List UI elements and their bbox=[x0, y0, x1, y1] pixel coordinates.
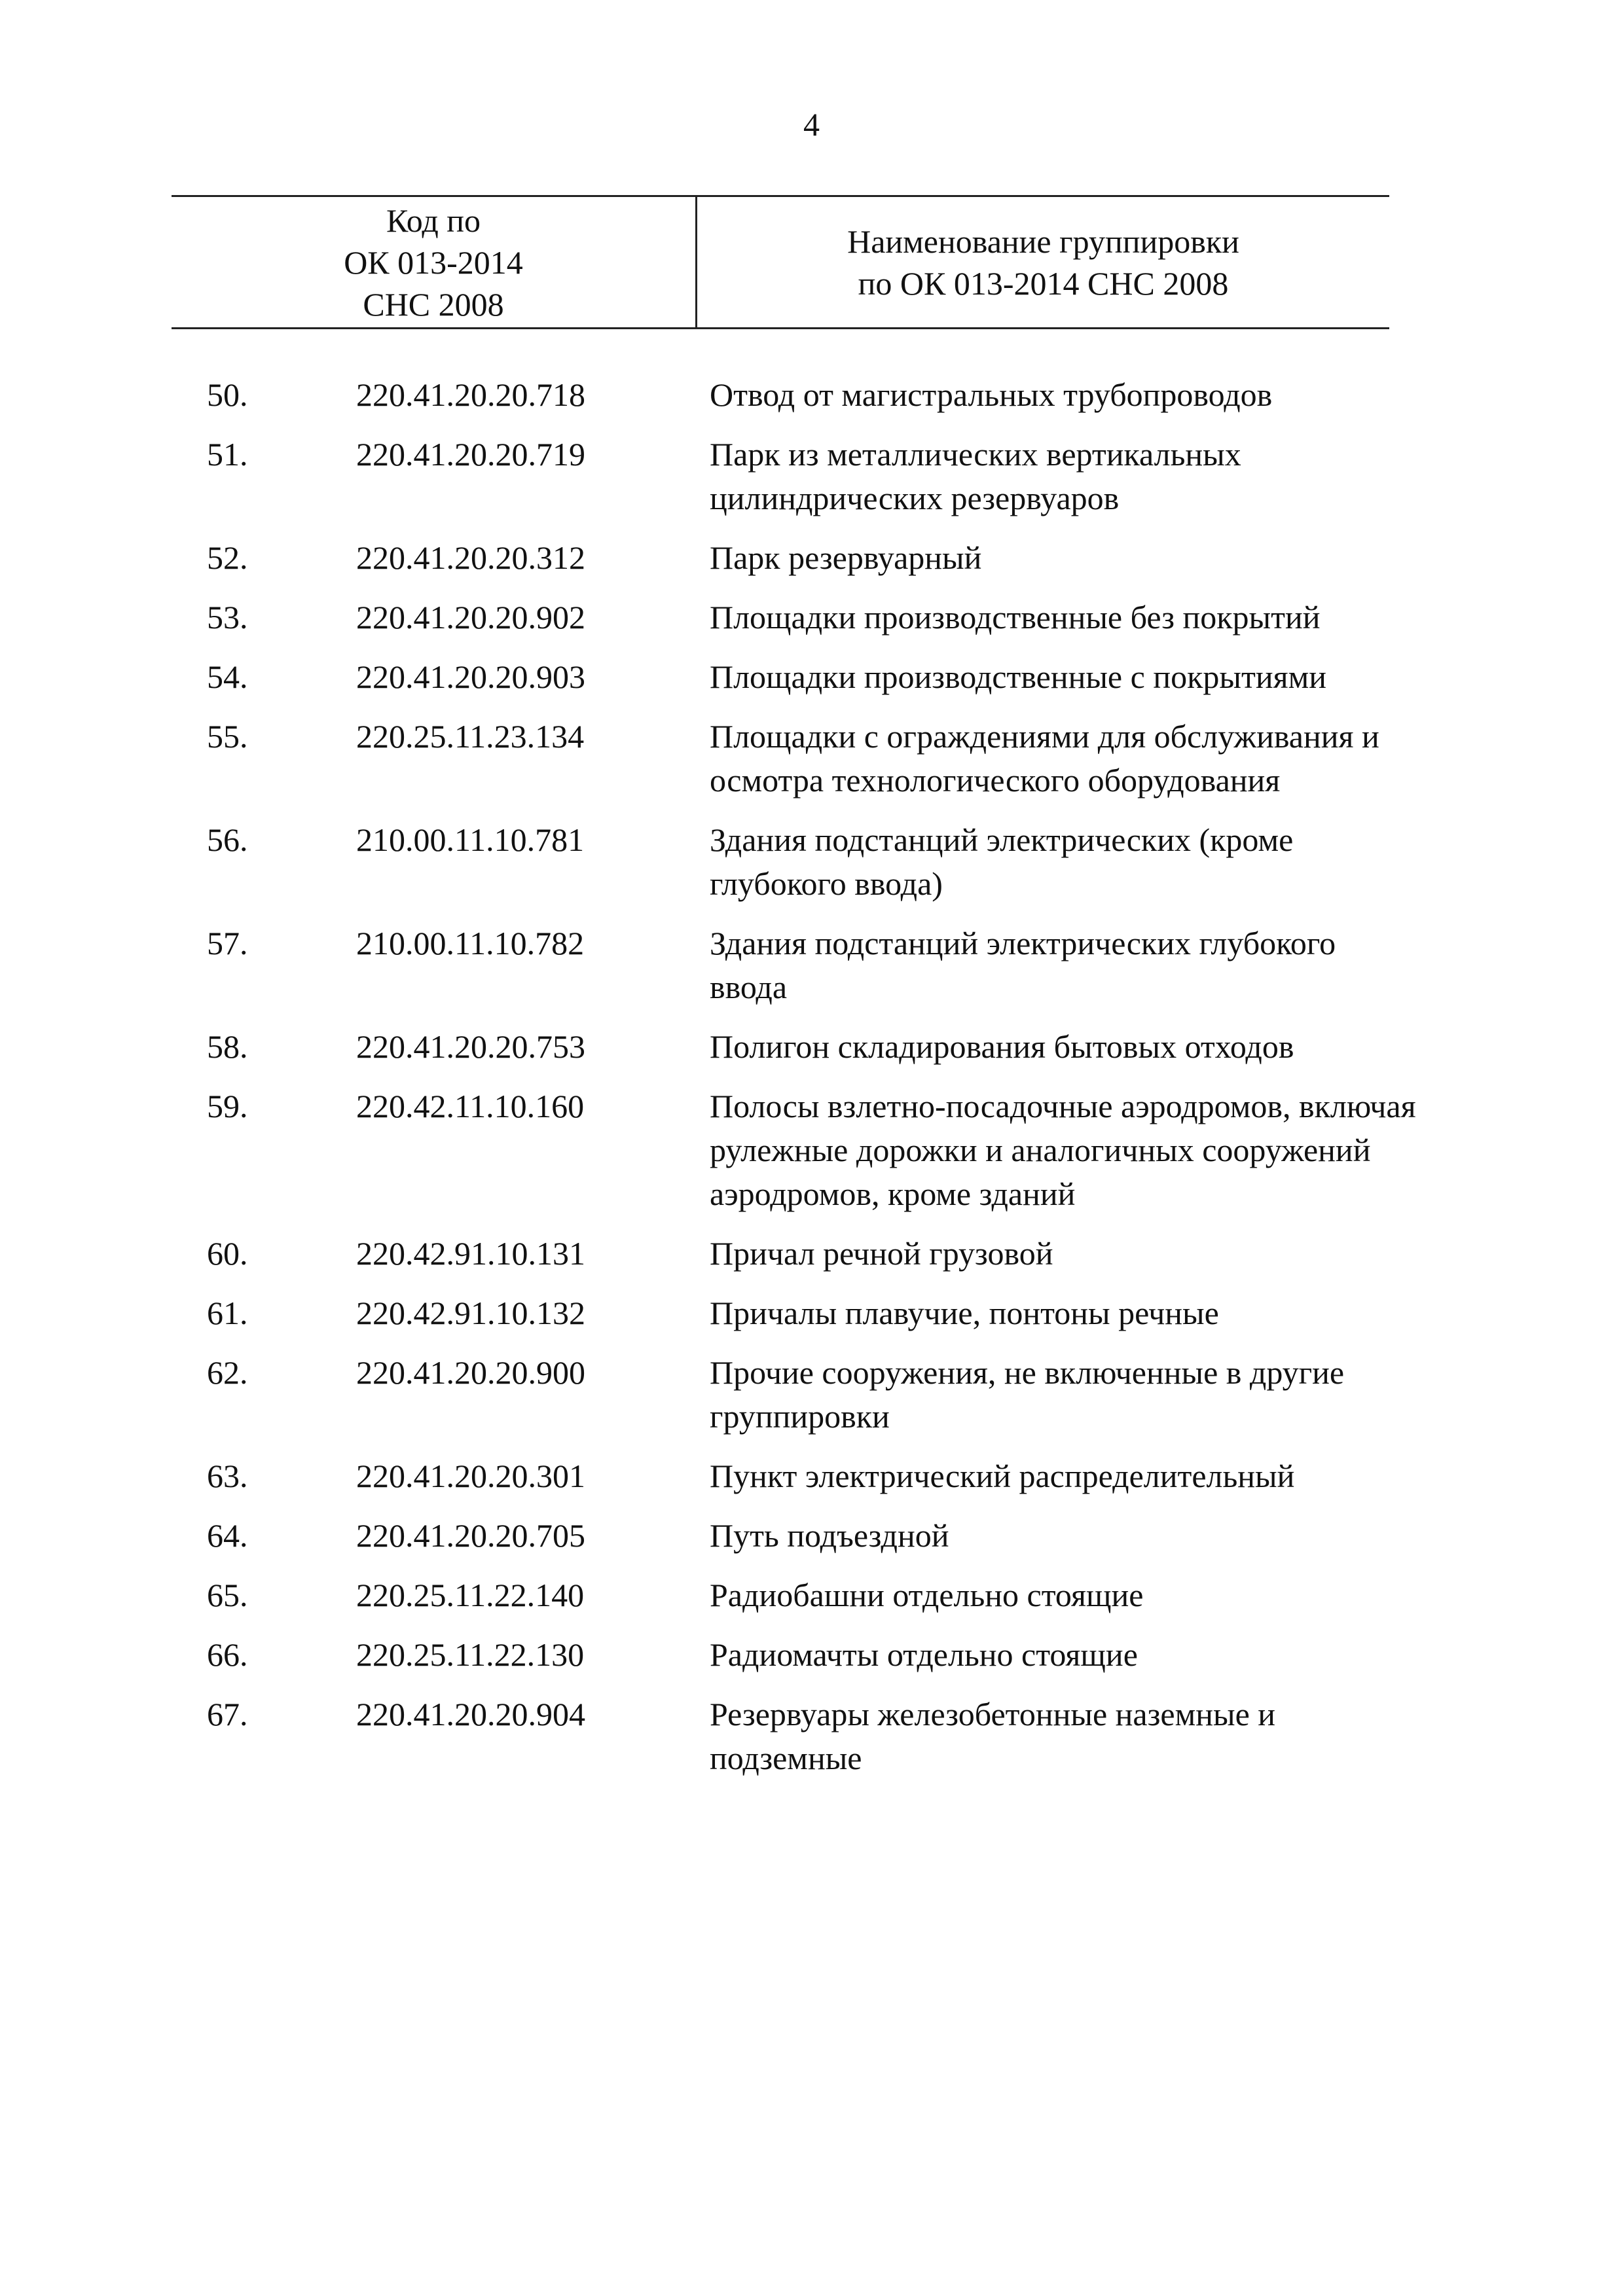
row-number: 66. bbox=[207, 1636, 248, 1673]
row-code: 220.41.20.20.900 bbox=[356, 1354, 585, 1391]
table-row bbox=[0, 1454, 1623, 1498]
table-row bbox=[0, 818, 1623, 906]
table-row bbox=[0, 1693, 1623, 1780]
row-code: 220.41.20.20.705 bbox=[356, 1517, 585, 1554]
row-code: 210.00.11.10.781 bbox=[356, 821, 585, 858]
row-number: 56. bbox=[207, 821, 248, 858]
table-row bbox=[0, 433, 1623, 520]
row-number: 53. bbox=[207, 599, 248, 636]
table-row bbox=[0, 1351, 1623, 1439]
row-number: 52. bbox=[207, 539, 248, 576]
table-row bbox=[0, 1232, 1623, 1276]
row-code: 220.25.11.22.130 bbox=[356, 1636, 585, 1673]
row-name: Причал речной грузовой bbox=[710, 1235, 1053, 1272]
row-name: Путь подъездной bbox=[710, 1517, 949, 1554]
table-top-rule bbox=[172, 195, 1389, 197]
row-code: 220.25.11.22.140 bbox=[356, 1577, 585, 1613]
row-name: Резервуары железобетонные наземные и подземные bbox=[710, 1696, 1276, 1776]
row-name: Радиобашни отдельно стоящие bbox=[710, 1577, 1144, 1613]
row-code: 220.41.20.20.719 bbox=[356, 436, 585, 473]
row-name: Площадки производственные с покрытиями bbox=[710, 658, 1326, 695]
row-name: Полигон складирования бытовых отходов bbox=[710, 1028, 1294, 1065]
table-row bbox=[0, 1025, 1623, 1069]
row-name: Площадки производственные без покрытий bbox=[710, 599, 1321, 636]
row-code: 220.41.20.20.312 bbox=[356, 539, 585, 576]
header-name-line: Наименование группировки bbox=[847, 223, 1239, 260]
header-name-line: по ОК 013-2014 СНС 2008 bbox=[858, 265, 1229, 302]
table-row bbox=[0, 373, 1623, 417]
table-row bbox=[0, 536, 1623, 580]
row-name: Парк из металлических вертикальных цилиндрических резервуаров bbox=[710, 436, 1241, 516]
row-name: Здания подстанций электрических (кроме глубокого ввода) bbox=[710, 821, 1294, 902]
table-row bbox=[0, 1085, 1623, 1216]
table-body bbox=[0, 373, 1623, 1796]
row-number: 57. bbox=[207, 925, 248, 961]
row-number: 67. bbox=[207, 1696, 248, 1732]
table-row bbox=[0, 1633, 1623, 1677]
table-row bbox=[0, 1573, 1623, 1617]
table-row bbox=[0, 1514, 1623, 1558]
table-row bbox=[0, 922, 1623, 1009]
row-number: 60. bbox=[207, 1235, 248, 1272]
row-number: 51. bbox=[207, 436, 248, 473]
row-name: Радиомачты отдельно стоящие bbox=[710, 1636, 1138, 1673]
row-name: Прочие сооружения, не включенные в другие группировки bbox=[710, 1354, 1345, 1435]
page-number: 4 bbox=[803, 106, 820, 143]
row-code: 220.41.20.20.718 bbox=[356, 376, 585, 413]
row-name: Полосы взлетно-посадочные аэродромов, включая рулежные дорожки и аналогичных сооружений аэродромов, кроме зданий bbox=[710, 1088, 1416, 1212]
row-code: 210.00.11.10.782 bbox=[356, 925, 585, 961]
row-code: 220.41.20.20.753 bbox=[356, 1028, 585, 1065]
row-number: 64. bbox=[207, 1517, 248, 1554]
row-code: 220.42.91.10.131 bbox=[356, 1235, 585, 1272]
table-row bbox=[0, 715, 1623, 802]
table-row bbox=[0, 596, 1623, 639]
row-code: 220.42.11.10.160 bbox=[356, 1088, 585, 1124]
row-name: Причалы плавучие, понтоны речные bbox=[710, 1295, 1219, 1331]
row-number: 54. bbox=[207, 658, 248, 695]
row-name: Отвод от магистральных трубопроводов bbox=[710, 376, 1273, 413]
row-number: 62. bbox=[207, 1354, 248, 1391]
row-name: Пункт электрический распределительный bbox=[710, 1458, 1295, 1494]
row-code: 220.41.20.20.301 bbox=[356, 1458, 585, 1494]
row-number: 50. bbox=[207, 376, 248, 413]
row-code: 220.25.11.23.134 bbox=[356, 718, 585, 755]
header-code-line: Код по bbox=[386, 202, 481, 239]
header-code-line: СНС 2008 bbox=[363, 286, 504, 323]
header-name-column bbox=[697, 198, 1389, 327]
header-code-line: ОК 013-2014 bbox=[344, 244, 523, 281]
row-number: 55. bbox=[207, 718, 248, 755]
row-code: 220.41.20.20.904 bbox=[356, 1696, 585, 1732]
row-code: 220.42.91.10.132 bbox=[356, 1295, 585, 1331]
row-code: 220.41.20.20.903 bbox=[356, 658, 585, 695]
table-row bbox=[0, 1291, 1623, 1335]
row-number: 65. bbox=[207, 1577, 248, 1613]
row-number: 58. bbox=[207, 1028, 248, 1065]
row-number: 59. bbox=[207, 1088, 248, 1124]
row-number: 63. bbox=[207, 1458, 248, 1494]
row-name: Площадки с ограждениями для обслуживания и осмотра технологического оборудования bbox=[710, 718, 1379, 798]
row-code: 220.41.20.20.902 bbox=[356, 599, 585, 636]
header-code-column bbox=[172, 198, 695, 327]
row-name: Здания подстанций электрических глубокого ввода bbox=[710, 925, 1336, 1005]
row-number: 61. bbox=[207, 1295, 248, 1331]
row-name: Парк резервуарный bbox=[710, 539, 982, 576]
table-row bbox=[0, 655, 1623, 699]
table-header-bottom-rule bbox=[172, 327, 1389, 329]
